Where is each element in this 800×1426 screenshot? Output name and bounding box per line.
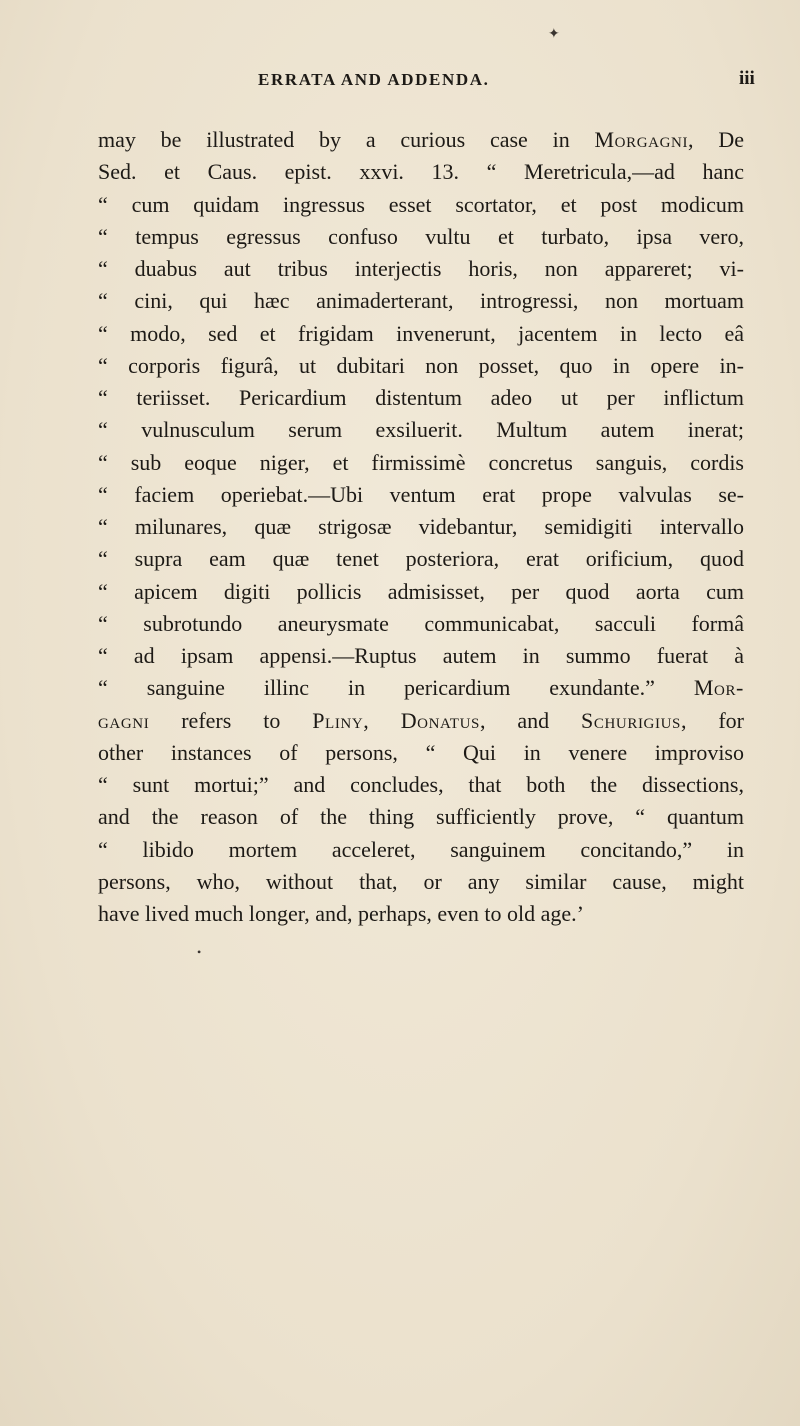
text-line: “ cini, qui hæc animaderterant, introgressi, non mortuam [98, 288, 744, 314]
ink-speck: ✦ [548, 27, 560, 42]
text-line: “ apicem digiti pollicis admisisset, per quod aorta cum [98, 578, 744, 604]
text-line: have lived much longer, and, perhaps, even to old age.’ [98, 901, 585, 926]
text-line: “ libido mortem acceleret, sanguinem concitando,” in [98, 836, 744, 862]
page-number: iii [739, 68, 755, 89]
author-name: Morgagni [594, 127, 689, 152]
text-line: “ milunares, quæ strigosæ videbantur, semidigiti intervallo [98, 514, 744, 539]
text-line: persons, who, without that, or any similar cause, might [98, 868, 744, 894]
text-line: “ corporis figurâ, ut dubitari non posset, quo in opere in- [98, 352, 744, 378]
text-line: “ teriisset. Pericardium distentum adeo ut per inflictum [98, 385, 744, 410]
text-line: “ duabus aut tribus interjectis horis, non appareret; vi- [98, 256, 744, 281]
author-name: Pliny [312, 707, 364, 733]
ink-speck: • [197, 945, 202, 959]
author-name: Schurigius [581, 707, 681, 733]
author-name: Donatus [400, 707, 480, 733]
running-head-title: ERRATA AND ADDENDA. [258, 70, 490, 89]
text-line: “ modo, sed et frigidam invenerunt, jacentem in lecto eâ [98, 320, 744, 346]
text-line: “ vulnusculum serum exsiluerit. Multum autem inerat; [98, 417, 744, 443]
body-text [98, 124, 744, 930]
text-line: “ tempus egressus confuso vultu et turbato, ipsa vero, [98, 223, 744, 249]
text-line: “ sunt mortui;” and concludes, that both the dissections, [98, 772, 744, 797]
text-line: “ ad ipsam appensi.—Ruptus autem in summo fuerat à [98, 643, 744, 668]
text-line: “ faciem operiebat.—Ubi ventum erat prope valvulas se- [98, 481, 744, 507]
text-line: “ cum quidam ingressus esset scortator, et post modicum [98, 191, 744, 217]
text-line: may be illustrated by a curious case in Morgagni, De [98, 127, 744, 152]
text-line: and the reason of the thing sufficiently prove, “ quantum [98, 804, 744, 830]
text-line: “ sanguine illinc in pericardium exundante.” Mor- [98, 675, 744, 701]
text-line: “ sub eoque niger, et firmissimè concretus sanguis, cordis [98, 449, 744, 475]
text-line: other instances of persons, “ Qui in venere improviso [98, 739, 744, 765]
text-line: Sed. et Caus. epist. xxvi. 13. “ Meretricula,—ad hanc [98, 159, 744, 185]
text-line: gagni refers to Pliny, Donatus, and Schurigius, for [98, 707, 745, 733]
running-head [0, 70, 800, 100]
text-line: “ supra eam quæ tenet posteriora, erat orificium, quod [98, 546, 744, 572]
text-line: “ subrotundo aneurysmate communicabat, sacculi formâ [98, 610, 744, 636]
author-name: gagni [98, 707, 150, 733]
author-name: Mor- [693, 675, 744, 701]
